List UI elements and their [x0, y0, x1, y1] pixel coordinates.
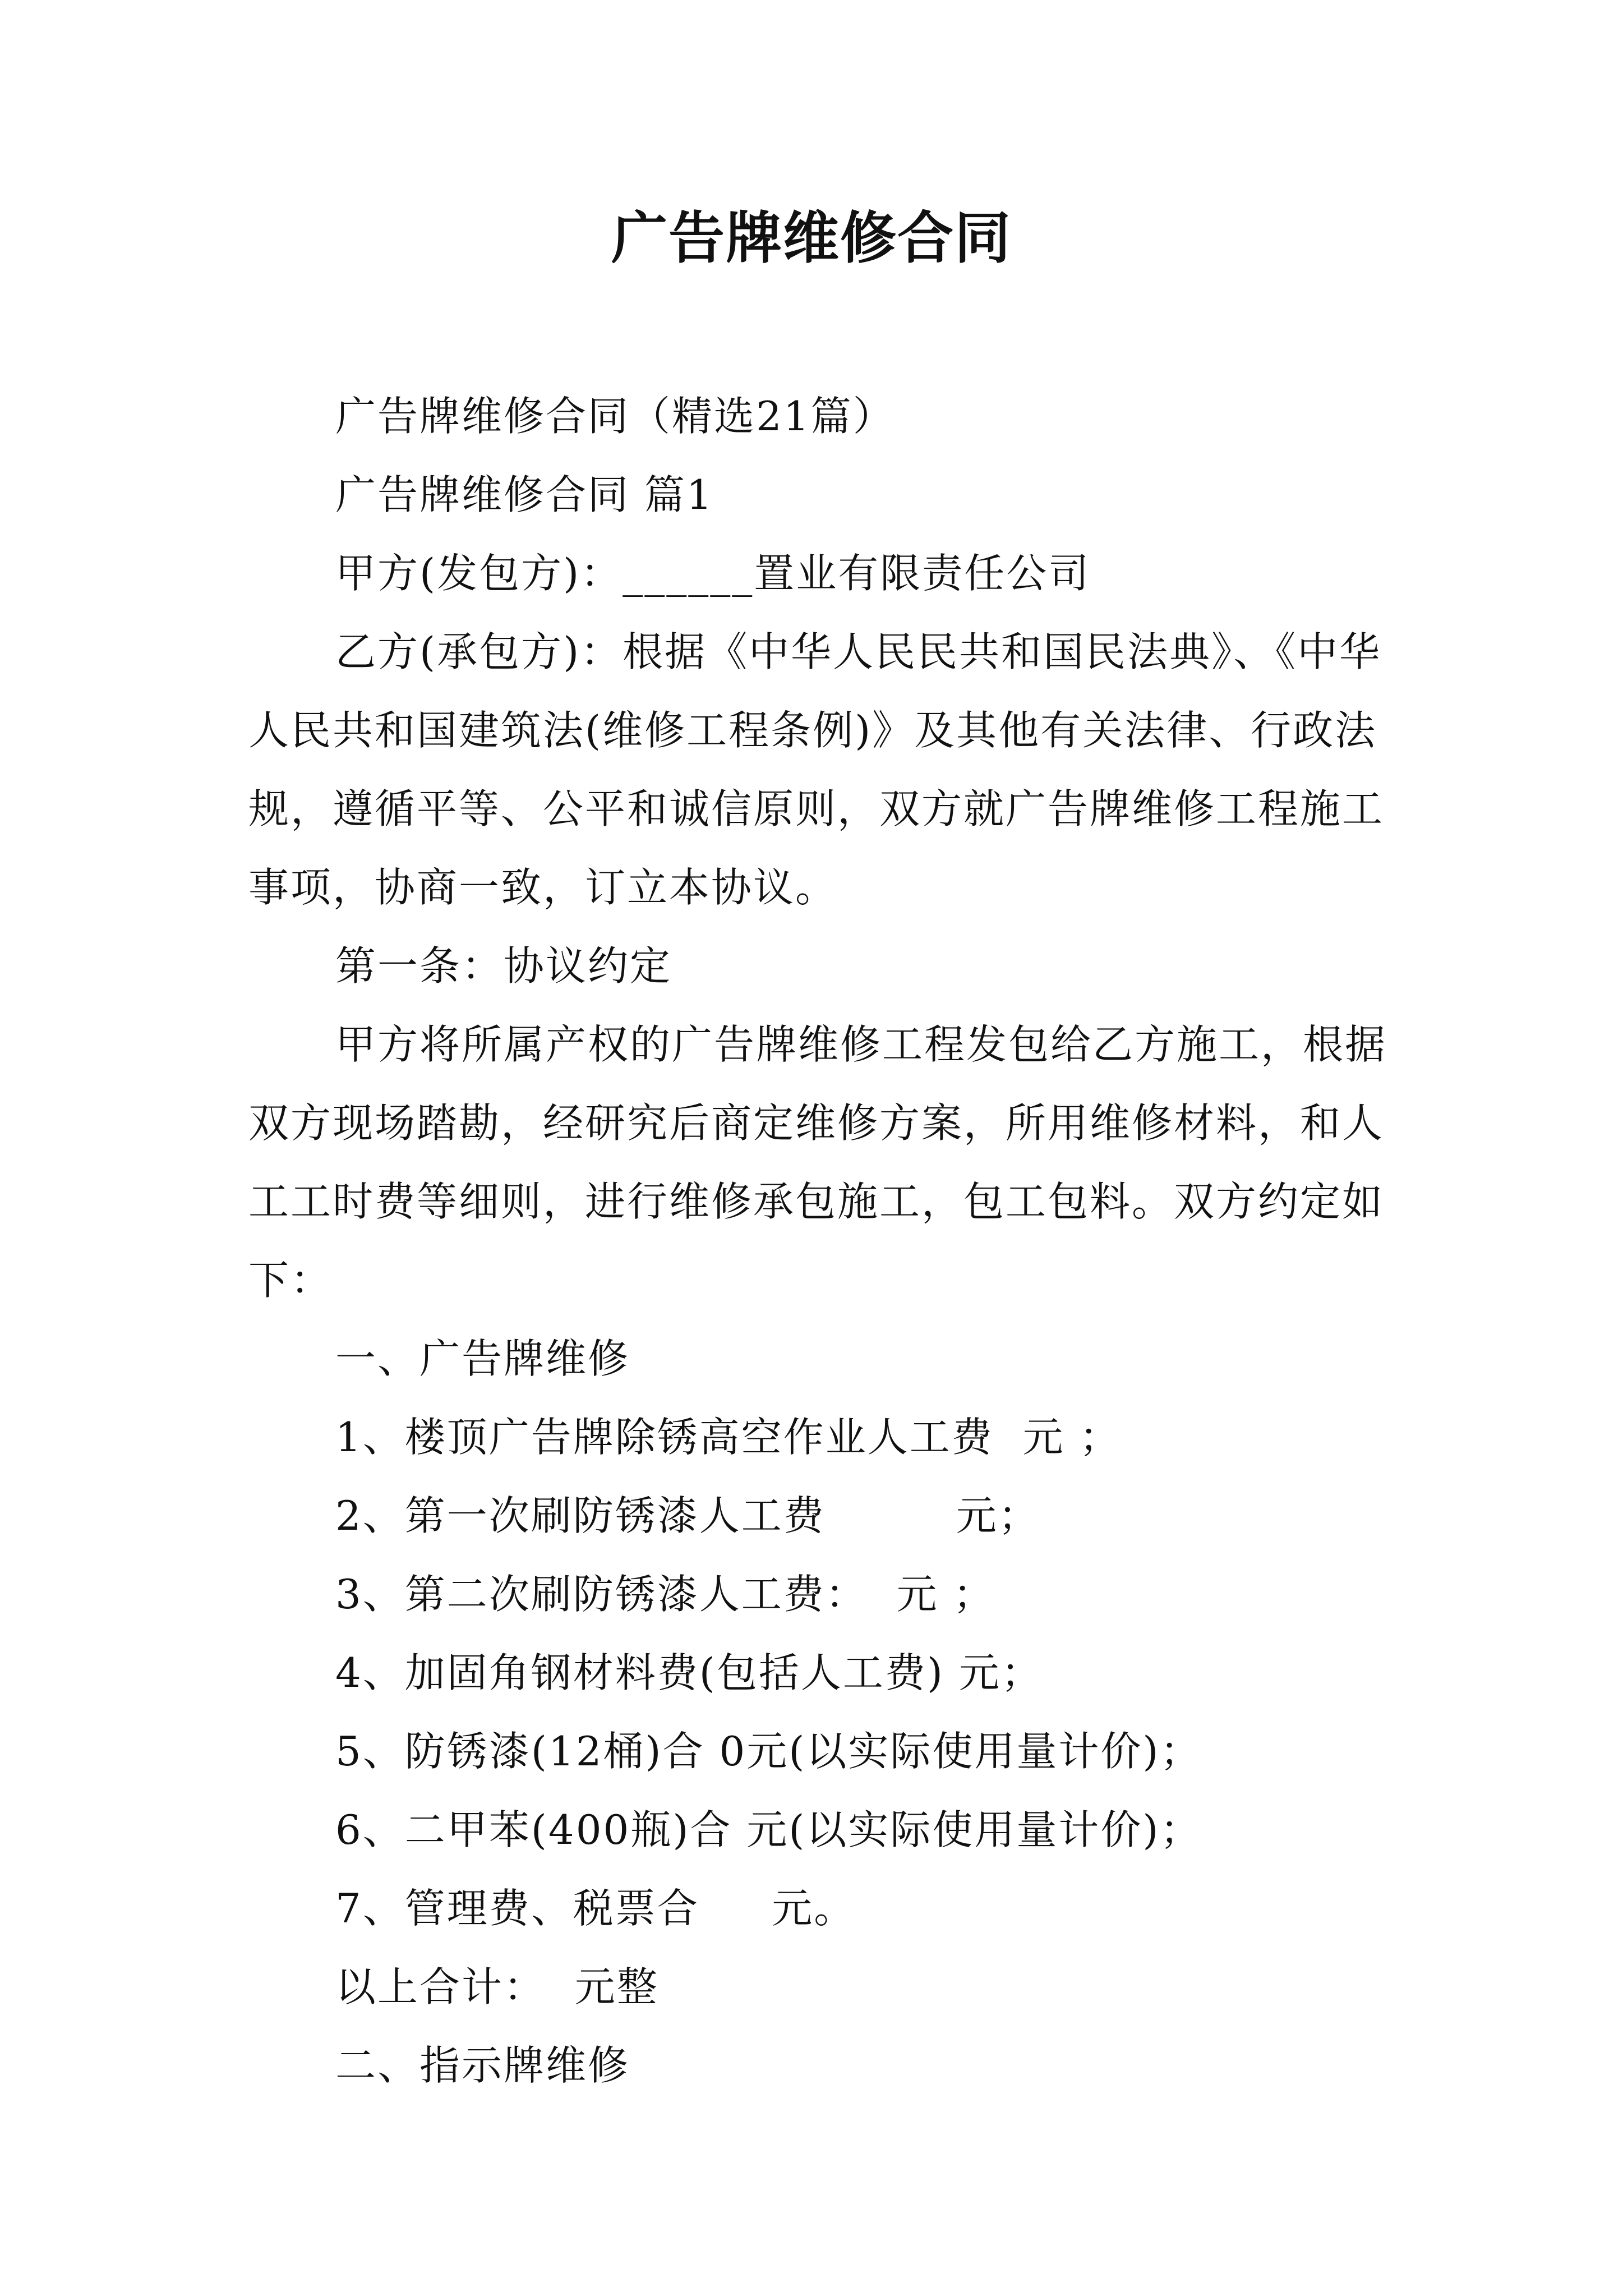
- list-item: 7、管理费、税票合 元。: [335, 1885, 856, 1932]
- part-2-heading: 二、指示牌维修: [335, 2042, 630, 2089]
- party-a-company: 置业有限责任公司: [754, 550, 1091, 597]
- list-item: 4、加固角钢材料费(包括人工费) 元；: [335, 1649, 1043, 1696]
- document-body: [248, 377, 1387, 2105]
- party-a-blank: ______: [623, 550, 754, 597]
- list-item: 6、二甲苯(400瓶)合 元(以实际使用量计价)；: [335, 1806, 1202, 1853]
- part-1-heading: 一、广告牌维修: [335, 1335, 630, 1382]
- article-1-heading: 第一条：协议约定: [335, 942, 672, 990]
- document-title: 广告牌维修合同: [611, 205, 1012, 271]
- article-1-paragraph: 甲方将所属产权的广告牌维修工程发包给乙方施工，根据双方现场踏勘，经研究后商定维修方案，所用维修材料，和人工工时费等细则，进行维修承包施工，包工包料。双方约定如下：: [248, 1021, 1387, 1304]
- section-heading: 广告牌维修合同 篇1: [335, 471, 714, 518]
- list-item: 2、第一次刷防锈漆人工费 元；: [335, 1492, 1040, 1539]
- list-item: 1、楼顶广告牌除锈高空作业人工费 元 ；: [335, 1414, 1122, 1461]
- list-item: 5、防锈漆(12桶)合 0元(以实际使用量计价)；: [335, 1728, 1202, 1775]
- party-b-paragraph: 乙方(承包方)：根据《中华人民民共和国民法典》、《中华人民共和国建筑法(维修工程条例)》及其他有关法律、行政法规，遵循平等、公平和诚信原则，双方就广告牌维修工程施工事项，协商一致，订立本协议。: [248, 628, 1385, 911]
- list-item: 3、第二次刷防锈漆人工费： 元 ；: [335, 1571, 995, 1618]
- party-a-line: [248, 534, 1387, 613]
- party-a-label: 甲方(发包方)：: [335, 550, 623, 597]
- total-line: 以上合计： 元整: [335, 1963, 659, 2010]
- subtitle: 广告牌维修合同（精选21篇）: [335, 393, 895, 440]
